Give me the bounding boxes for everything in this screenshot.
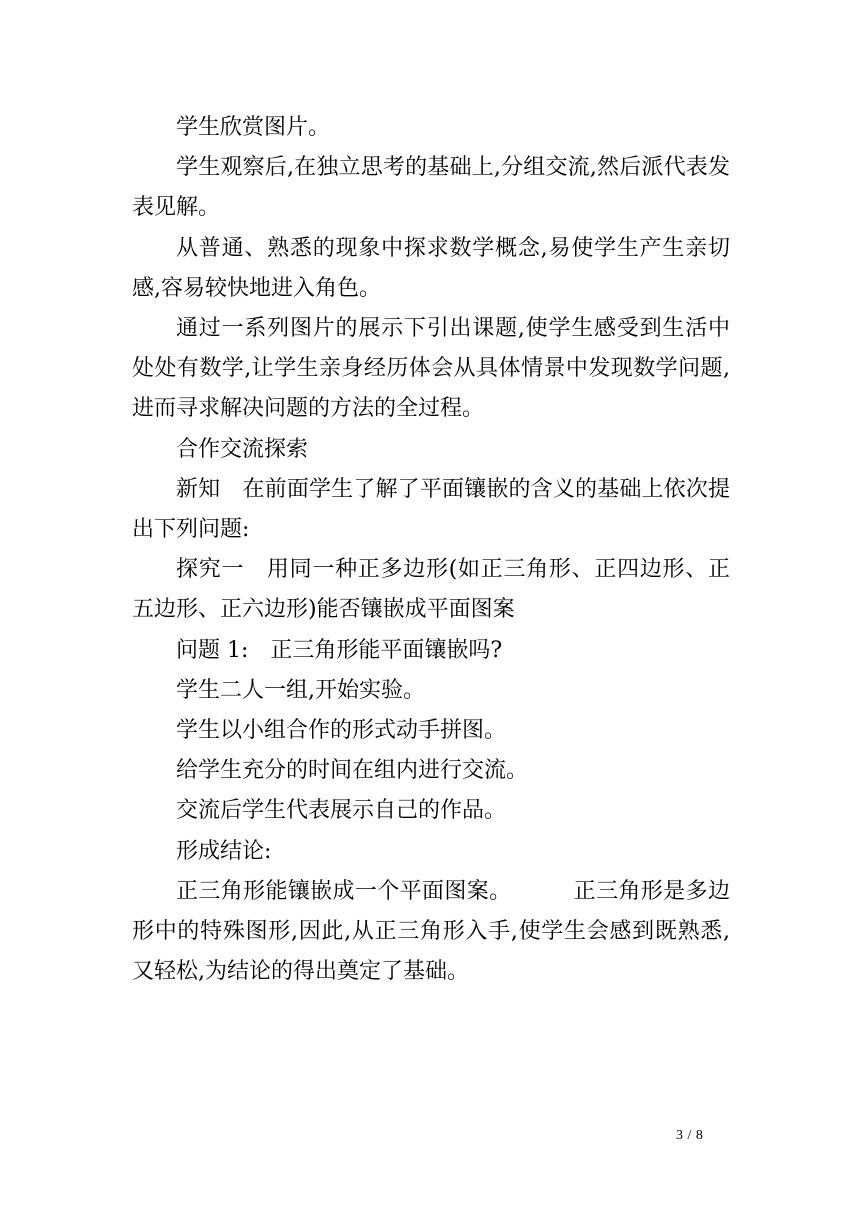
question-one-paragraph [132, 631, 730, 671]
activity-line: 学生以小组合作的形式动手拼图。 [176, 718, 507, 744]
conclusion-statement: 正三角形能镶嵌成一个平面图案。 [176, 878, 512, 904]
paragraph: 从普通、熟悉的现象中探求数学概念,易使学生产生亲切感,容易较快地进入角色。 [132, 235, 730, 301]
section-heading: 合作交流探索 [176, 436, 309, 462]
question-one-text: 正三角形能平面镶嵌吗? [270, 637, 503, 663]
paragraph: 学生观察后,在独立思考的基础上,分组交流,然后派代表发表见解。 [132, 155, 730, 221]
document-body [132, 108, 730, 992]
question-one-label: 问题 1: [176, 637, 249, 663]
exploration-one-text: 用同一种正多边形(如正三角形、正四边形、正五边形、正六边形)能否镶嵌成平面图案 [132, 557, 730, 623]
paragraph: 通过一系列图片的展示下引出课题,使学生感受到生活中处处有数学,让学生亲身经历体会从具体情景中发现数学问题,进而寻求解决问题的方法的全过程。 [132, 316, 730, 422]
activity-line: 学生二人一组,开始实验。 [176, 677, 425, 703]
conclusion-paragraph [132, 872, 730, 993]
activity-line: 给学生充分的时间在组内进行交流。 [176, 758, 529, 784]
new-knowledge-label: 新知 [176, 476, 221, 502]
exploration-one-paragraph [132, 550, 730, 630]
paragraph: 学生欣赏图片。 [176, 115, 331, 140]
page-number: 3 / 8 [676, 1128, 704, 1143]
new-knowledge-paragraph [132, 470, 730, 550]
activity-line: 交流后学生代表展示自己的作品。 [176, 798, 507, 824]
conclusion-explanation: 正三角形是多边形中的特殊图形,因此,从正三角形入手,使学生会感到既熟悉,又轻松,为结论的得出奠定了基础。 [132, 878, 730, 985]
conclusion-heading: 形成结论: [176, 838, 272, 864]
new-knowledge-text: 在前面学生了解了平面镶嵌的含义的基础上依次提出下列问题: [132, 476, 730, 543]
exploration-one-label: 探究一 [176, 557, 245, 583]
